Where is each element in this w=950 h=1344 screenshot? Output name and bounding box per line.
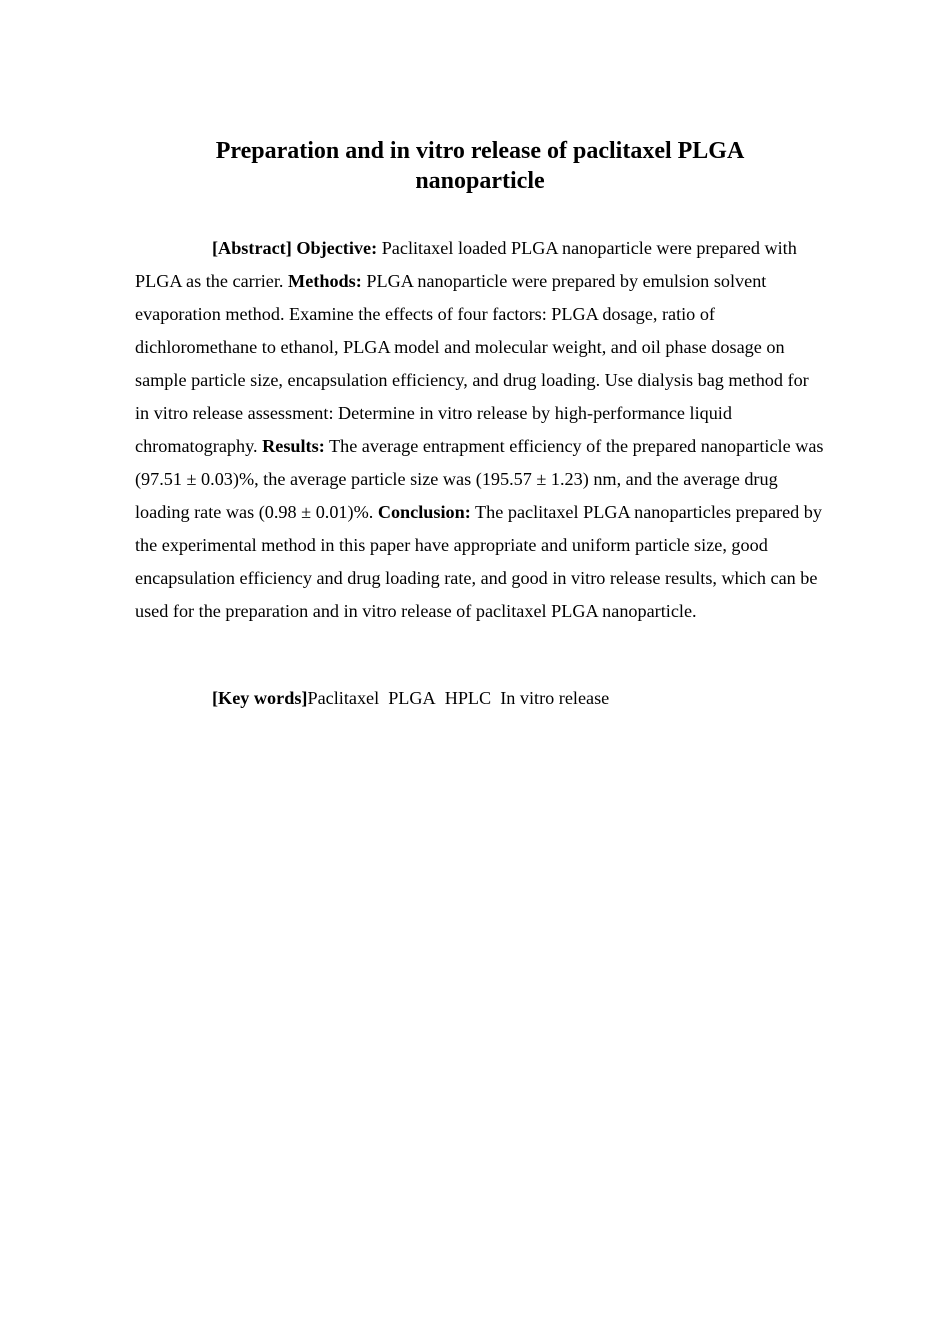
methods-label: Methods: — [288, 271, 362, 291]
conclusion-text: The paclitaxel PLGA nanoparticles prepared by the experimental method in this paper have appropriate and uniform particle size, good encapsulation efficiency and drug loading rate, and good in vitro release results, which can be used for the preparation and in vitro release of paclitaxel PLGA nanoparticle. — [135, 502, 822, 621]
paper-title: Preparation and in vitro release of paclitaxel PLGA nanoparticle — [215, 138, 745, 194]
results-label: Results: — [262, 436, 325, 456]
keywords-line — [212, 682, 812, 715]
keyword-item: Paclitaxel — [307, 688, 380, 708]
keyword-item: PLGA — [388, 688, 436, 708]
results-text: The average entrapment efficiency of the prepared nanoparticle was (97.51 ± 0.03)%, the average particle size was (195.57 ± 1.23) nm, and the average drug loading rate was (0.98 ± 0.01)%. — [135, 436, 824, 522]
objective-text: Paclitaxel loaded PLGA nanoparticle were prepared with PLGA as the carrier. — [135, 238, 797, 291]
keywords-label: [Key words] — [212, 688, 308, 708]
abstract-paragraph — [135, 232, 825, 628]
objective-label: Objective: — [296, 238, 378, 258]
keyword-item: In vitro release — [500, 688, 610, 708]
keyword-item: HPLC — [444, 688, 492, 708]
conclusion-label: Conclusion: — [377, 502, 471, 522]
methods-text: PLGA nanoparticle were prepared by emulsion solvent evaporation method. Examine the effects of four factors: PLGA dosage, ratio of dichloromethane to ethanol, PLGA model and molecular weight, and oil phase dosage on sample particle size, encapsulation efficiency, and drug loading. Use dialysis bag method for in vitro release assessment: Determine in vitro release by high-performance liquid chromatography. — [135, 271, 809, 456]
abstract-label: [Abstract] — [212, 238, 292, 258]
